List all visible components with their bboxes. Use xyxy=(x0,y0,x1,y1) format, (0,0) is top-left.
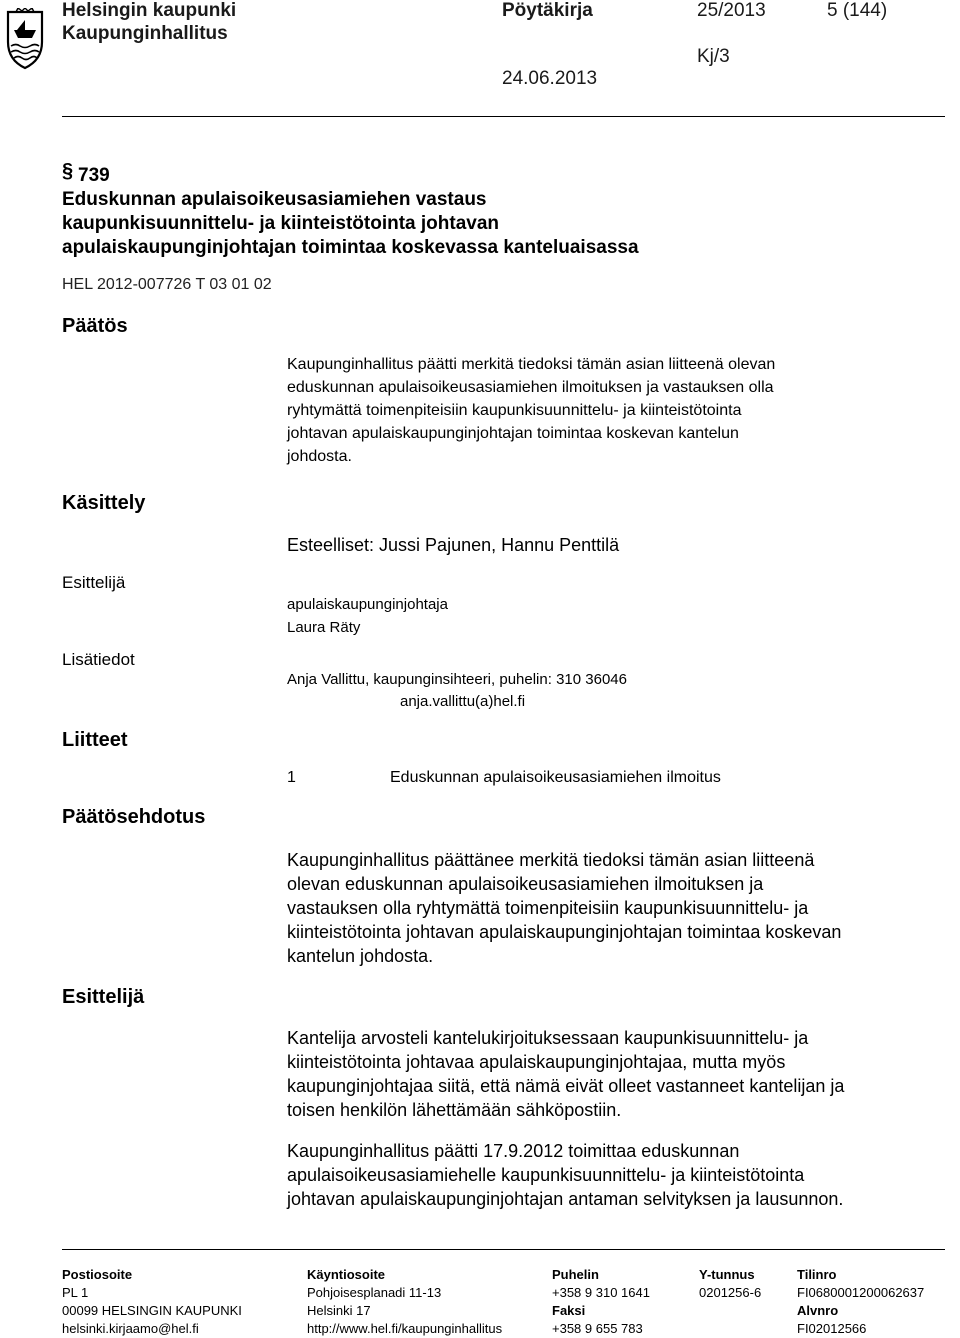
text-line: olevan eduskunnan apulaisoikeusasiamiehen ilmoituksen ja xyxy=(287,874,764,894)
item-title-block xyxy=(62,164,762,260)
text-line: johtavan apulaiskaupunginjohtajan antaman selvityksen ja lausunnon. xyxy=(287,1189,844,1209)
footer-line: 0201256-6 xyxy=(699,1285,762,1300)
footer-heading: Alvnro xyxy=(797,1303,839,1318)
text-line: johtavan apulaiskaupunginjohtajan toimintaa koskevan kantelun xyxy=(287,425,739,442)
attachment-number: 1 xyxy=(287,769,296,786)
footer-heading: Y-tunnus xyxy=(699,1267,755,1282)
text-line: Kaupunginhallitus päätti merkitä tiedoksi tämän asian liitteenä olevan xyxy=(287,356,776,373)
footer-line: +358 9 655 783 xyxy=(552,1321,643,1336)
footer-visiting-address xyxy=(307,1266,502,1338)
item-title-line: apulaiskaupunginjohtajan toimintaa koskevassa kanteluaisassa xyxy=(62,237,639,258)
footer-business-id xyxy=(699,1266,761,1302)
page-number: 5 (144) xyxy=(827,0,888,21)
footer-line: PL 1 xyxy=(62,1285,89,1300)
footer-line: Helsinki 17 xyxy=(307,1303,371,1318)
organization-name: Helsingin kaupunki xyxy=(62,0,237,21)
footer-email[interactable]: helsinki.kirjaamo@hel.fi xyxy=(62,1321,199,1336)
text-line: eduskunnan apulaisoikeusasiamiehen ilmoituksen ja vastauksen olla xyxy=(287,379,774,396)
text-line: johdosta. xyxy=(287,448,352,465)
footer-line: Pohjoisesplanadi 11-13 xyxy=(307,1285,442,1300)
helsinki-crest-logo xyxy=(6,8,44,70)
footer-phone xyxy=(552,1266,650,1338)
item-title-line: kaupunkisuunnittelu- ja kiinteistötointa johtavan xyxy=(62,213,500,234)
footer-divider xyxy=(62,1249,945,1250)
decision-text xyxy=(287,353,947,468)
contact-line: Anja Vallittu, kaupunginsihteeri, puhelin: 310 36046 xyxy=(287,671,627,688)
footer-account xyxy=(797,1266,924,1338)
item-title-line: Eduskunnan apulaisoikeusasiamiehen vastaus xyxy=(62,189,487,210)
presenter-name: Laura Räty xyxy=(287,619,361,636)
presenter-info xyxy=(287,593,947,639)
text-line: kiinteistötointa johtavan apulaiskaupunginjohtajan toimintaa koskevan xyxy=(287,922,842,942)
disqualified-members: Esteelliset: Jussi Pajunen, Hannu Penttilä xyxy=(287,535,620,555)
footer-postal-address xyxy=(62,1266,242,1338)
contact-email: anja.vallittu(a)hel.fi xyxy=(400,693,526,710)
heading-presenter: Esittelijä xyxy=(62,573,126,592)
text-line: kantelun johdosta. xyxy=(287,946,434,966)
footer-website-link[interactable]: http://www.hel.fi/kaupunginhallitus xyxy=(307,1321,503,1336)
heading-presenter-2: Esittelijä xyxy=(62,986,145,1008)
meeting-date: 24.06.2013 xyxy=(502,68,598,89)
presenter-paragraph-2 xyxy=(287,1139,947,1211)
presenter-paragraph-1 xyxy=(287,1026,947,1122)
footer-heading: Tilinro xyxy=(797,1267,837,1282)
section-code: Kj/3 xyxy=(697,46,730,67)
footer-heading: Postiosoite xyxy=(62,1267,133,1282)
text-line: kaupunginjohtajaa siitä, että nämä eivät olleet vastanneet kantelijan ja xyxy=(287,1076,845,1096)
heading-more-info: Lisätiedot xyxy=(62,650,135,669)
text-line: kiinteistötointa johtavaa apulaiskaupunginjohtajaa, mutta myös xyxy=(287,1052,786,1072)
heading-proposal: Päätösehdotus xyxy=(62,806,206,828)
text-line: Kaupunginhallitus päättänee merkitä tiedoksi tämän asian liitteenä xyxy=(287,850,815,870)
heading-decision: Päätös xyxy=(62,315,128,337)
footer-line: +358 9 310 1641 xyxy=(552,1285,650,1300)
proposal-text xyxy=(287,848,947,968)
text-line: apulaisoikeusasiamiehelle kaupunkisuunnittelu- ja kiinteistötointa xyxy=(287,1165,805,1185)
section-sign-icon: § xyxy=(62,160,74,182)
text-line: toisen henkilön lähettämään sähköpostiin. xyxy=(287,1100,622,1120)
item-number: 739 xyxy=(78,165,110,186)
attachment-link[interactable]: Eduskunnan apulaisoikeusasiamiehen ilmoitus xyxy=(390,769,721,786)
text-line: vastauksen olla ryhtymättä toimenpiteisiin kaupunkisuunnittelu- ja xyxy=(287,898,809,918)
heading-handling: Käsittely xyxy=(62,492,146,514)
footer-line: FI02012566 xyxy=(797,1321,867,1336)
footer-heading: Faksi xyxy=(552,1303,586,1318)
header-divider xyxy=(62,116,945,117)
diary-number: HEL 2012-007726 T 03 01 02 xyxy=(62,276,272,293)
footer-heading: Puhelin xyxy=(552,1267,599,1282)
heading-attachments: Liitteet xyxy=(62,729,128,751)
footer-heading: Käyntiosoite xyxy=(307,1267,386,1282)
text-line: Kantelija arvosteli kantelukirjoituksessaan kaupunkisuunnittelu- ja xyxy=(287,1028,809,1048)
footer-line: FI0680001200062637 xyxy=(797,1285,925,1300)
meeting-number: 25/2013 xyxy=(697,0,766,21)
presenter-title: apulaiskaupunginjohtaja xyxy=(287,596,448,613)
body-name: Kaupunginhallitus xyxy=(62,23,228,44)
document-type: Pöytäkirja xyxy=(502,0,593,21)
footer-line: 00099 HELSINGIN KAUPUNKI xyxy=(62,1303,242,1318)
text-line: ryhtymättä toimenpiteisiin kaupunkisuunnittelu- ja kiinteistötointa xyxy=(287,402,742,419)
text-line: Kaupunginhallitus päätti 17.9.2012 toimittaa eduskunnan xyxy=(287,1141,740,1161)
